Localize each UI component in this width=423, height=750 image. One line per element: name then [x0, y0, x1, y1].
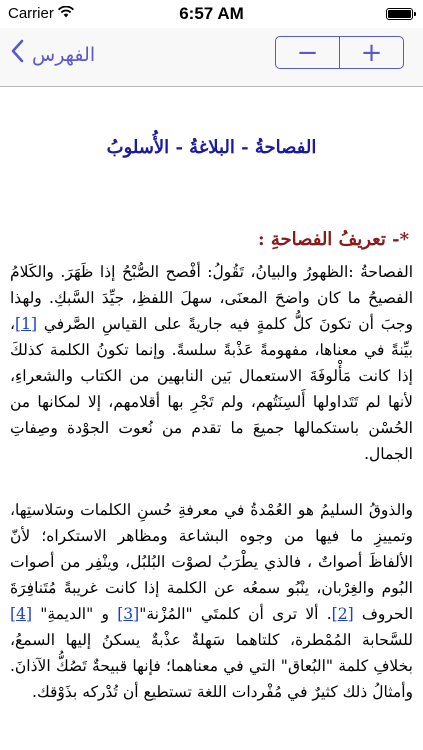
status-bar [0, 0, 423, 28]
zoom-out-button[interactable]: − [296, 37, 319, 68]
paragraph-text: الفصاحةُ :الظهورُ والبيانُ، تَقُولُ: أفْصح الصُّبْحُ إذا ظَهَرَ. والكَلامُ الفصيحُ ما كان واضحَ المعنَى، سهلَ اللفظِ، جيِّدَ السَّبكِ. ولهذا وجبَ أن تكونَ كلُّ كلمةٍ فيه جاريةً على القياسِ الصَّرفي [10, 263, 413, 333]
footnote-link-4[interactable]: [4] [10, 605, 32, 623]
footnote-link-1[interactable]: [1] [15, 315, 38, 333]
back-button[interactable] [10, 40, 95, 70]
zoom-in-button[interactable]: + [339, 37, 403, 68]
status-time: 6:57 AM [179, 4, 244, 23]
footnote-link-3[interactable]: [3] [117, 605, 140, 623]
article-title: الفصاحةُ - البلاغةُ - الأُسلوبُ [106, 137, 317, 158]
footnote-link-2[interactable]: [2] [331, 605, 354, 623]
paragraph-text: . ألا ترى أن كلمتَي "المُزْنة" [139, 605, 332, 623]
paragraph-taste [10, 497, 413, 705]
paragraph-text: و "الديمةِ" [32, 605, 118, 623]
chevron-left-icon [10, 39, 24, 69]
carrier-label: Carrier [8, 5, 54, 22]
paragraph-definition [10, 259, 413, 467]
zoom-control [275, 36, 404, 69]
paragraph-text: للسَّحابة المُمْطرة، كلتاهما سَهلةٌ عذْبةٌ يسكنُ إليها السمعُ، بخلافِ كلمة "البُعاق" التي في معناهما؛ فإنها قبيحةٌ تَصُكُّ الآذانَ. وأمثالُ ذلك كثيرٌ في مُفْردات اللغة تستطيع أن تُدْركه بذَوْقك. [10, 631, 413, 701]
navigation-bar [0, 28, 423, 87]
paragraph-text: والذوقُ السليمُ هو العُمْدةُ في معرفةِ حُسنِ الكلمات وسَلاستِها، وتمييزِ ما فيها من وجوه البشاعة ومظاهر الاستكراه؛ لأنّ الألفاظَ أصواتٌ ، فالذي يطْرَبُ لصوْت البُلبُل، وينْفِر من أصوات البُوم والغِرْبان، ينْبُو سمعُه عن الكلمة إذا كانت غريبةً مُتَنافِرَةَ الحروف [10, 501, 413, 623]
article-content [0, 87, 423, 750]
section-heading: *- تعريفُ الفصاحةِ : [257, 229, 409, 250]
back-label: الفهرس [32, 44, 96, 66]
battery-icon [386, 8, 413, 20]
paragraph-text: ، بيِّنةً في معناها، مفهومةً عَذْبةً سلسةً. وإنما تكونُ الكلمة كذلكَ إذا كانت مَأْلوفَةَ الاستعمال بَين النابهين من الكتاب والشعراءِ، لأنها لم تَتَداولها أَلسِنَتُهم، ولم تَجْرِ بها أقلامهم، إلا لمكانها من الحُسْن باستكمالها جميعَ ما تقدم من نُعوت الجوْدة وصِفاتِ الجمال. [10, 315, 413, 463]
